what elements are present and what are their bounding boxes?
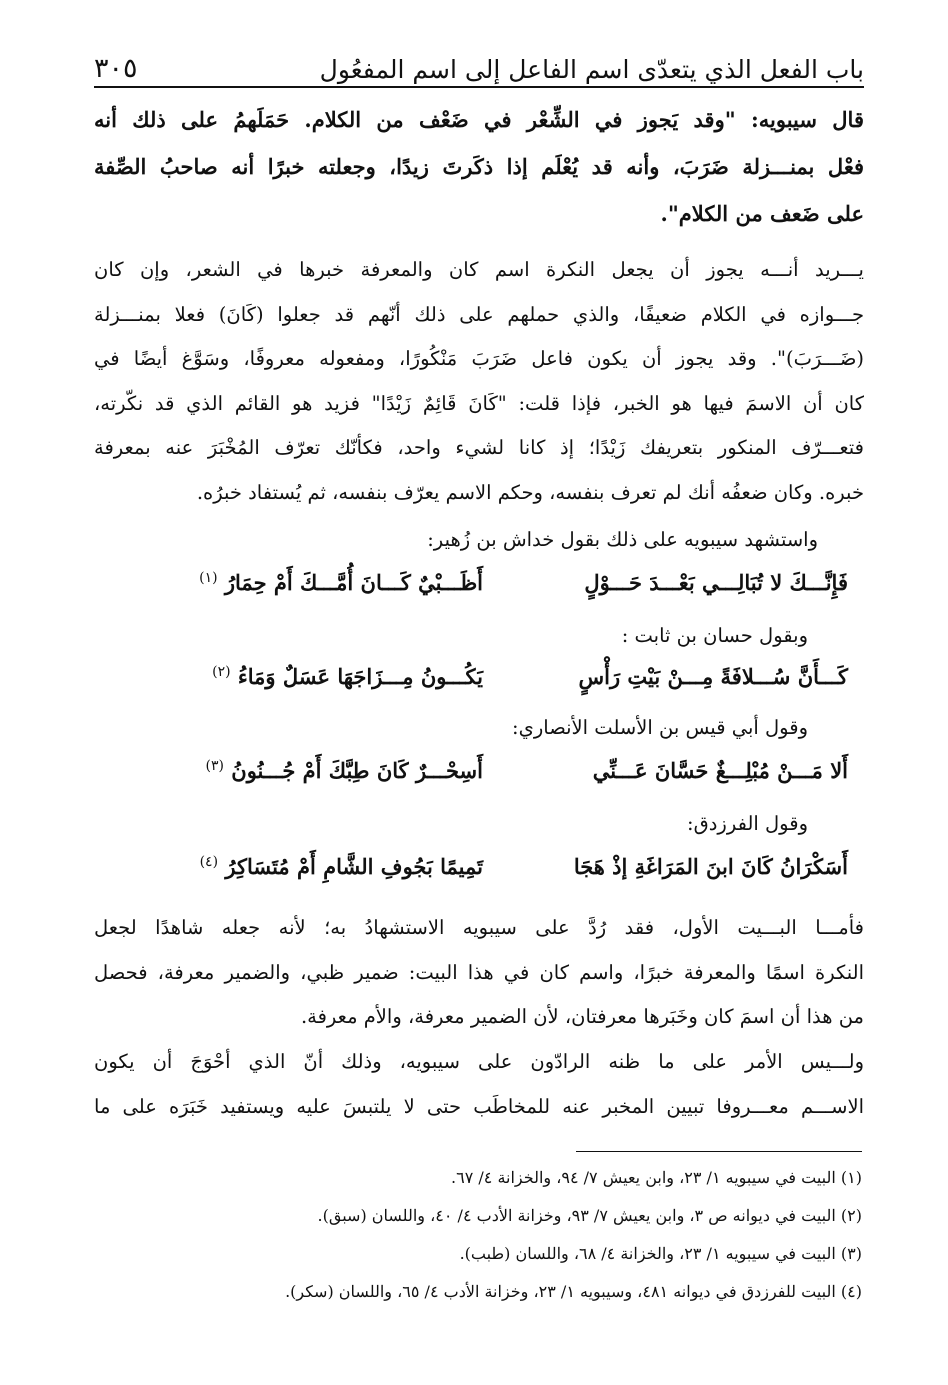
- verse-hemistich-first: أَلا مَـــنْ مُبْلِـــغٌ حَسَّانَ عَـــنِّي: [592, 758, 848, 783]
- footnote-ref: (٣): [205, 758, 224, 774]
- poem-verse: [110, 854, 848, 894]
- page-header: [94, 38, 864, 84]
- verse-hemistich-second: [212, 664, 483, 689]
- verse-hemistich-first: أَسَكْرَانُ كَانَ ابنَ المَرَاغَةِ إذْ هَجَا: [573, 854, 848, 879]
- sibawayh-quote: [94, 96, 864, 237]
- verse-hemistich-second: [199, 570, 483, 595]
- poem-verse: [110, 664, 848, 704]
- hemistich-text: أَظَـــبْيٌ كَـــانَ أُمَّـــكَ أَمْ حِمَارُ: [224, 570, 483, 595]
- poem-intro: وقول الفرزدق:: [687, 812, 808, 835]
- footnote: (٤) البيت للفرزدق في ديوانه ٤٨١، وسيبويه ١/ ٢٣، وخزانة الأدب ٤/ ٦٥، واللسان (سكر).: [285, 1282, 862, 1301]
- verse-hemistich-second: [200, 854, 483, 879]
- footnote-rule: [576, 1151, 862, 1152]
- hemistich-text: تَمِيمًا بَجُوفِ الشَّامِ أَمْ مُتَسَاكِرُ: [225, 854, 483, 879]
- paragraph-line: جـــوازه في الكلام ضعيفًا، والذي حملهم على ذلك أنّهم قد جعلوا (كَانَ) فعلا بمنـــزلة: [94, 302, 864, 326]
- poem-verse: [110, 570, 848, 610]
- discussion-paragraph-1: [94, 906, 864, 1040]
- verse-hemistich-first: كَـــأَنَّ سُـــلافَةً مِـــنْ بَيْتِ رَأْسٍ: [578, 664, 848, 689]
- verse-hemistich-first: فَإِنَّـــكَ لا تُبَالِـــي بَعْـــدَ حَـــوْلٍ: [584, 570, 848, 595]
- paragraph-line: (ضَـــرَبَ)". وقد يجوز أن يكون فاعل ضَرَبَ مَنْكُورًا، ومفعوله معروفًا، وسَوَّغ أيضًا في: [94, 347, 864, 370]
- chapter-title: باب الفعل الذي يتعدّى اسم الفاعل إلى اسم المفعُول: [319, 55, 864, 84]
- hemistich-text: أَسِحْـــرٌ كَانَ طِبَّكَ أَمْ جُـــنُونُ: [231, 758, 483, 783]
- paragraph-line: يـــريد أنـــه يجوز أن يجعل النكرة اسم كان والمعرفة خبرها في الشعر، وإن كان: [94, 258, 864, 281]
- footnote: (٣) البيت في سيبويه ١/ ٢٣، والخزانة ٤/ ٦٨، واللسان (طبب).: [459, 1244, 862, 1263]
- paragraph-line: من هذا أن اسمَ كان وخَبَرها معرفتان، لأن الضمير معرفة، والأم معرفة.: [300, 1005, 864, 1028]
- paragraph-line: كان أن الاسمَ فيها هو الخبر، فإذا قلت: "كَانَ قَائِمٌ زَيْدًا" فزيد هو القائم الذي قد نكّرته،: [94, 391, 864, 415]
- hemistich-text: يَكُـــونُ مِـــزَاجَهَا عَسَلٌ وَمَاءُ: [237, 664, 483, 689]
- quote-line: فعْل بمنـــزلة ضَرَبَ، وأنه قد يُعْلَم إذا ذكَرتَ زيدًا، وجعلته خبرًا أنه صاحبُ الصِّفة: [94, 154, 864, 179]
- paragraph-line: خبره. وكان ضعفُه أنك لم تعرف بنفسه، وحكم الاسم يعرّف بنفسه، ثم يُستفاد خبرُه.: [196, 480, 864, 504]
- quote-line: على ضَعف من الكلام".: [660, 201, 864, 226]
- poem-intro: وقول أبي قيس بن الأسلت الأنصاري:: [512, 716, 808, 739]
- poem-intro: واستشهد سيبويه على ذلك بقول خداش بن زُهير:: [427, 528, 818, 551]
- poem-intro: وبقول حسان بن ثابت :: [621, 624, 808, 647]
- verse-hemistich-second: [205, 758, 483, 783]
- footnote: (١) البيت في سيبويه ١/ ٢٣، وابن يعيش ٧/ ٩٤، والخزانة ٤/ ٦٧.: [451, 1168, 862, 1187]
- paragraph-line: النكرة اسمًا والمعرفة خبرًا، واسم كان في هذا البيت: ضمير ظبي، والضمير معرفة، فحصل: [94, 960, 864, 984]
- page-number: ٣٠٥: [94, 53, 138, 84]
- explanation-paragraph: [94, 248, 864, 515]
- footnote-ref: (١): [199, 570, 218, 586]
- footnote-ref: (٢): [212, 664, 231, 680]
- paragraph-line: ولـــيس الأمر على ما ظنه الرادّون على سيبويه، وذلك أنّ الذي أحْوَجَ أن يكون: [94, 1050, 864, 1073]
- paragraph-line: الاســـم معـــروفا تبيين المخبر عنه للمخاطَب حتى لا يلتبسَ عليه ويستفيد خَبَرَه على ما: [94, 1094, 864, 1118]
- paragraph-line: فأمـــا البـــيت الأول، فقد رُدَّ على سيبويه الاستشهادُ به؛ لأنه جعله شاهدًا لجعل: [94, 916, 864, 939]
- discussion-paragraph-2: [94, 1040, 864, 1129]
- paragraph-line: فتعـــرّف المنكور بتعريفك زَيْدًا؛ إذ كانا لشيء واحد، فكأنّك تعرّف المُخْبَرَ عنه بمعرفة: [94, 436, 864, 459]
- footnote: (٢) البيت في ديوانه ص ٣، وابن يعيش ٧/ ٩٣، وخزانة الأدب ٤/ ٤٠، واللسان (سبق).: [317, 1206, 862, 1225]
- header-rule: [94, 86, 864, 88]
- quote-line: قال سيبويه: "وقد يَجوز في الشِّعْر في ضَعْف من الكلام. حَمَلَهمُ على ذلك أنه: [94, 107, 864, 132]
- footnote-ref: (٤): [199, 854, 219, 870]
- poem-verse: [110, 758, 848, 798]
